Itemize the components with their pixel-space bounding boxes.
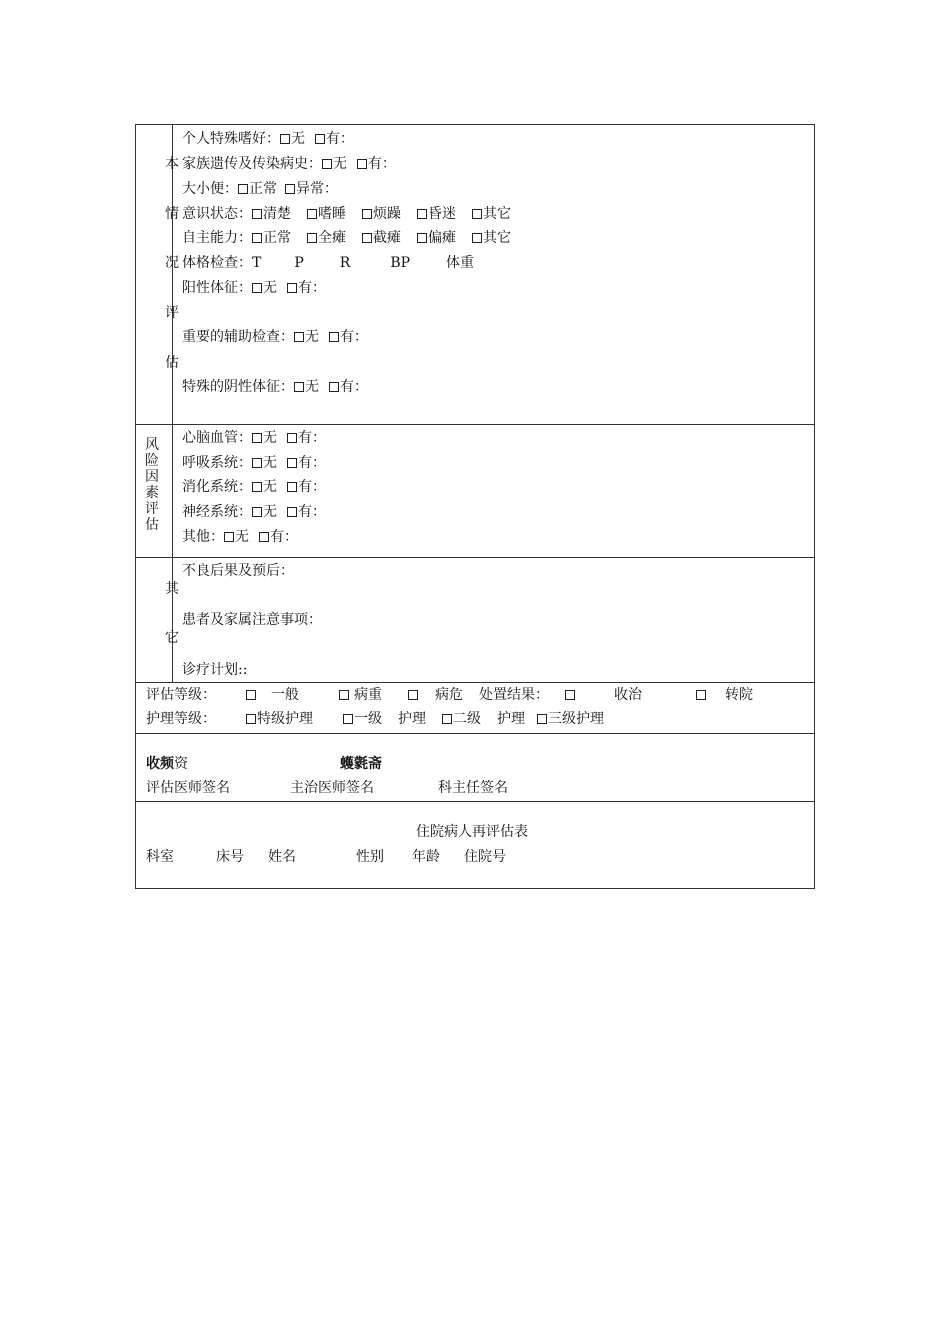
signature-row bbox=[146, 779, 508, 797]
vertical-label-char: 评 bbox=[165, 305, 179, 321]
checkbox[interactable] bbox=[294, 332, 304, 342]
sig-director: 科主任签名 bbox=[438, 780, 508, 796]
assess-level-row: 评估等级： 一般 病重 病危 处置结果： 收治 转院 bbox=[146, 687, 753, 703]
checkbox[interactable] bbox=[252, 283, 262, 293]
checkbox[interactable] bbox=[322, 159, 332, 169]
checkbox[interactable] bbox=[696, 690, 706, 700]
checkbox[interactable] bbox=[224, 532, 234, 542]
risk-vertical-label: 风 险 因 素 评 估 bbox=[145, 437, 159, 533]
checkbox[interactable] bbox=[252, 458, 262, 468]
consciousness-row: 意识状态： 清楚 嗜睡 烦躁 昏迷 其它 bbox=[182, 206, 511, 222]
checkbox[interactable] bbox=[408, 690, 418, 700]
overlap-text-mid: 蠖氋斋 bbox=[340, 756, 382, 772]
aux-exam-row: 重要的辅助检查： 无 有： bbox=[182, 329, 368, 345]
section-divider bbox=[172, 425, 173, 557]
checkbox[interactable] bbox=[307, 209, 317, 219]
sig-assessor: 评估医师签名 bbox=[146, 780, 230, 796]
checkbox[interactable] bbox=[280, 134, 290, 144]
checkbox[interactable] bbox=[329, 332, 339, 342]
checkbox[interactable] bbox=[343, 714, 353, 724]
risk-row: 消化系统： 无 有： bbox=[182, 479, 326, 495]
section-signatures bbox=[136, 734, 814, 802]
positive-signs-row: 阳性体征： 无 有： bbox=[182, 280, 326, 296]
checkbox[interactable] bbox=[357, 159, 367, 169]
checkbox[interactable] bbox=[252, 482, 262, 492]
checkbox[interactable] bbox=[259, 532, 269, 542]
vertical-label-char: 其 bbox=[165, 581, 179, 597]
checkbox[interactable] bbox=[472, 209, 482, 219]
checkbox[interactable] bbox=[565, 690, 575, 700]
checkbox[interactable] bbox=[294, 382, 304, 392]
checkbox[interactable] bbox=[472, 233, 482, 243]
plan-label: 诊疗计划:: bbox=[182, 662, 248, 678]
autonomy-row: 自主能力： 正常 全瘫 截瘫 偏瘫 其它 bbox=[182, 230, 511, 246]
excretion-row: 大小便： 正常 异常： bbox=[182, 181, 338, 197]
outcome-label: 不良后果及预后： bbox=[182, 563, 294, 579]
vertical-label-char: 它 bbox=[165, 630, 179, 646]
negative-signs-row: 特殊的阴性体征： 无 有： bbox=[182, 379, 368, 395]
checkbox[interactable] bbox=[362, 209, 372, 219]
checkbox[interactable] bbox=[442, 714, 452, 724]
nursing-level-row: 护理等级： 特级护理 一级 护理 二级 护理 三级护理 bbox=[146, 711, 604, 727]
vertical-label-char: 本 bbox=[165, 156, 179, 172]
overlap-text-row: 收频资 bbox=[146, 756, 188, 772]
checkbox[interactable] bbox=[246, 714, 256, 724]
checkbox[interactable] bbox=[307, 233, 317, 243]
checkbox[interactable] bbox=[252, 433, 262, 443]
checkbox[interactable] bbox=[537, 714, 547, 724]
checkbox[interactable] bbox=[287, 458, 297, 468]
section-divider bbox=[172, 558, 173, 682]
risk-row: 呼吸系统： 无 有： bbox=[182, 455, 326, 471]
checkbox[interactable] bbox=[252, 209, 262, 219]
vertical-label-char: 估 bbox=[165, 355, 179, 371]
assessment-form bbox=[135, 124, 815, 889]
vertical-label-char: 情 bbox=[165, 206, 179, 222]
physical-exam-row: 体格检查：T P R BP 体重 bbox=[182, 255, 475, 271]
section-basic-status bbox=[136, 125, 814, 425]
vertical-label-char: 况 bbox=[165, 255, 179, 271]
checkbox[interactable] bbox=[417, 233, 427, 243]
checkbox[interactable] bbox=[362, 233, 372, 243]
checkbox[interactable] bbox=[287, 433, 297, 443]
risk-row: 神经系统： 无 有： bbox=[182, 504, 326, 520]
notice-label: 患者及家属注意事项： bbox=[182, 612, 322, 628]
section-risk-factors bbox=[136, 425, 814, 558]
checkbox[interactable] bbox=[287, 283, 297, 293]
checkbox[interactable] bbox=[252, 507, 262, 517]
risk-row: 其他： 无 有： bbox=[182, 529, 298, 545]
reassessment-title: 住院病人再评估表 bbox=[416, 824, 528, 840]
section-levels bbox=[136, 683, 814, 734]
checkbox[interactable] bbox=[287, 507, 297, 517]
risk-row: 心脑血管： 无 有： bbox=[182, 430, 326, 446]
checkbox[interactable] bbox=[238, 184, 248, 194]
section-other bbox=[136, 558, 814, 683]
personal-habits-row: 个人特殊嗜好： 无 有： bbox=[182, 131, 354, 147]
section-reassessment-header bbox=[136, 802, 814, 888]
checkbox[interactable] bbox=[252, 233, 262, 243]
patient-fields-row: 科室 床号 姓名 性别 年龄 住院号 bbox=[146, 849, 506, 865]
checkbox[interactable] bbox=[287, 482, 297, 492]
family-history-row: 家族遗传及传染病史： 无 有： bbox=[182, 156, 396, 172]
checkbox[interactable] bbox=[246, 690, 256, 700]
checkbox[interactable] bbox=[315, 134, 325, 144]
checkbox[interactable] bbox=[339, 690, 349, 700]
sig-attending: 主治医师签名 bbox=[290, 780, 374, 796]
checkbox[interactable] bbox=[329, 382, 339, 392]
checkbox[interactable] bbox=[417, 209, 427, 219]
checkbox[interactable] bbox=[285, 184, 295, 194]
